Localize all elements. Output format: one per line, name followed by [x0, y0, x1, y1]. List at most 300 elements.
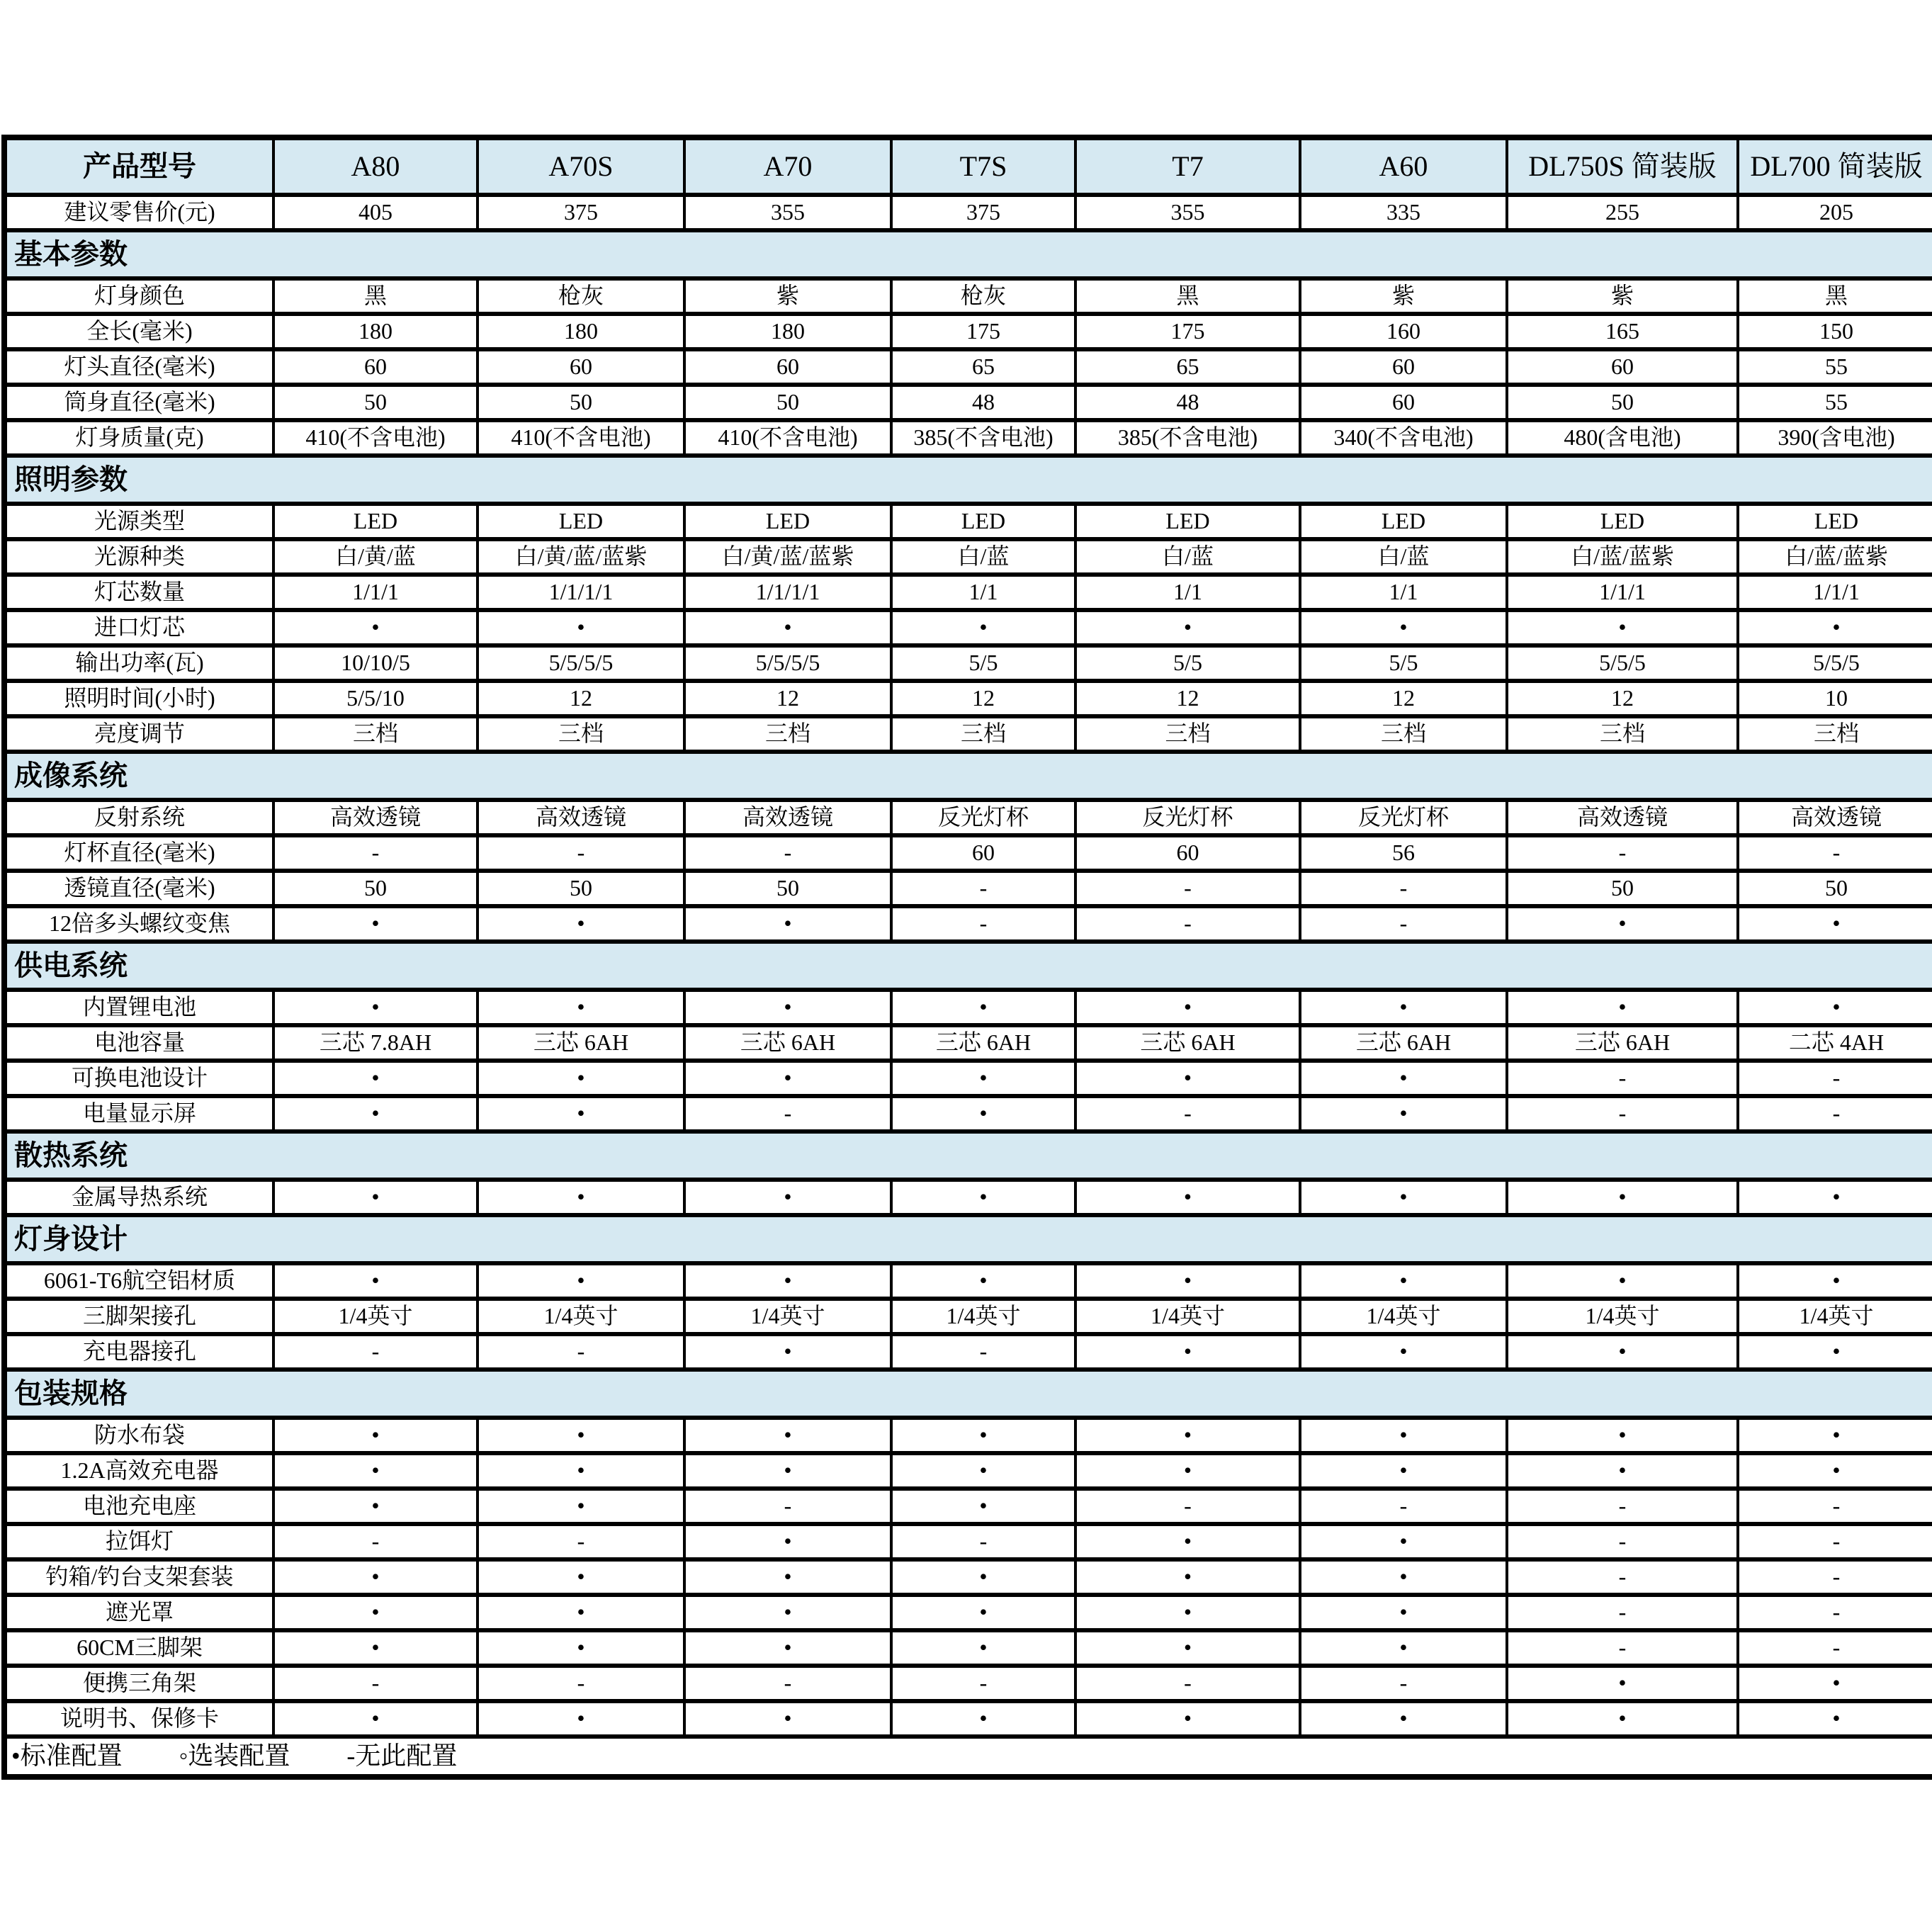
spec-cell: 1/4英寸 — [891, 1299, 1075, 1334]
price-cell: 375 — [478, 195, 684, 230]
row-label: 可换电池设计 — [4, 1061, 273, 1096]
spec-cell: - — [891, 871, 1075, 906]
spec-table-body — [4, 137, 1932, 1777]
spec-cell: 三芯 6AH — [1075, 1025, 1300, 1061]
spec-cell: 紫 — [1507, 278, 1738, 314]
spec-cell: • — [891, 610, 1075, 645]
spec-cell: - — [1300, 1489, 1507, 1524]
column-header-model-1: A70S — [478, 137, 684, 195]
spec-cell: - — [1075, 1096, 1300, 1131]
spec-cell: • — [1507, 990, 1738, 1025]
row-label: 内置锂电池 — [4, 990, 273, 1025]
spec-cell: • — [273, 906, 478, 942]
row-label: 照明时间(小时) — [4, 681, 273, 716]
spec-cell: 55 — [1738, 385, 1932, 420]
spec-cell: • — [273, 990, 478, 1025]
spec-cell: • — [273, 1418, 478, 1453]
spec-cell: • — [684, 1453, 891, 1489]
spec-cell: - — [478, 1666, 684, 1701]
row-label: 1.2A高效充电器 — [4, 1453, 273, 1489]
spec-cell: • — [1075, 1418, 1300, 1453]
spec-cell: - — [1507, 1096, 1738, 1131]
row-label: 灯芯数量 — [4, 575, 273, 610]
spec-cell: - — [1507, 835, 1738, 871]
row-label: 电量显示屏 — [4, 1096, 273, 1131]
spec-cell: 10 — [1738, 681, 1932, 716]
spec-cell: • — [478, 1489, 684, 1524]
spec-cell: • — [478, 1701, 684, 1737]
spec-cell: - — [1075, 1489, 1300, 1524]
spec-cell: 三芯 6AH — [684, 1025, 891, 1061]
legend-item-0: •标准配置 — [11, 1741, 123, 1771]
spec-cell: 1/4英寸 — [478, 1299, 684, 1334]
spec-cell: • — [478, 1559, 684, 1595]
spec-cell: • — [273, 1453, 478, 1489]
spec-cell: 160 — [1300, 314, 1507, 349]
spec-cell: 180 — [478, 314, 684, 349]
spec-cell: 56 — [1300, 835, 1507, 871]
spec-cell: • — [1738, 1334, 1932, 1370]
spec-cell: - — [684, 835, 891, 871]
column-header-model-6: DL750S 简装版 — [1507, 137, 1738, 195]
spec-cell: LED — [1300, 504, 1507, 539]
spec-cell: 1/4英寸 — [1075, 1299, 1300, 1334]
spec-cell: 三芯 6AH — [478, 1025, 684, 1061]
row-label: 亮度调节 — [4, 716, 273, 752]
spec-cell: 385(不含电池) — [1075, 420, 1300, 456]
spec-cell: • — [1075, 1559, 1300, 1595]
spec-cell: 1/1 — [891, 575, 1075, 610]
spec-cell: • — [891, 1180, 1075, 1215]
spec-cell: • — [891, 1630, 1075, 1666]
spec-cell: • — [684, 1595, 891, 1630]
row-label: 电池容量 — [4, 1025, 273, 1061]
spec-cell: 三档 — [1507, 716, 1738, 752]
spec-cell: • — [684, 1524, 891, 1559]
spec-cell: • — [684, 1263, 891, 1299]
spec-cell: • — [1075, 1180, 1300, 1215]
spec-cell: • — [1507, 1263, 1738, 1299]
spec-cell: 1/4英寸 — [684, 1299, 891, 1334]
spec-cell: - — [684, 1096, 891, 1131]
spec-cell: • — [478, 1263, 684, 1299]
column-header-model-3: T7S — [891, 137, 1075, 195]
spec-cell: 白/蓝 — [1075, 539, 1300, 575]
row-label: 拉饵灯 — [4, 1524, 273, 1559]
spec-cell: 65 — [1075, 349, 1300, 385]
spec-cell: • — [478, 906, 684, 942]
spec-cell: • — [684, 1180, 891, 1215]
spec-cell: • — [1507, 1418, 1738, 1453]
spec-cell: - — [1300, 1666, 1507, 1701]
row-label: 便携三角架 — [4, 1666, 273, 1701]
spec-cell: 48 — [1075, 385, 1300, 420]
spec-cell: • — [891, 1096, 1075, 1131]
spec-cell: - — [478, 1524, 684, 1559]
spec-cell: 48 — [891, 385, 1075, 420]
row-label: 6061-T6航空铝材质 — [4, 1263, 273, 1299]
spec-cell: - — [1507, 1559, 1738, 1595]
spec-cell: • — [273, 1061, 478, 1096]
spec-cell: • — [273, 1489, 478, 1524]
row-label: 三脚架接孔 — [4, 1299, 273, 1334]
row-label: 金属导热系统 — [4, 1180, 273, 1215]
spec-cell: 50 — [684, 871, 891, 906]
spec-cell: 枪灰 — [478, 278, 684, 314]
price-cell: 335 — [1300, 195, 1507, 230]
row-label: 输出功率(瓦) — [4, 645, 273, 681]
spec-cell: • — [1300, 1334, 1507, 1370]
spec-cell: - — [1507, 1061, 1738, 1096]
spec-cell: • — [684, 1559, 891, 1595]
spec-cell: • — [1300, 1418, 1507, 1453]
spec-cell: - — [478, 1334, 684, 1370]
spec-cell: • — [478, 1096, 684, 1131]
spec-cell: 12 — [684, 681, 891, 716]
section-header: 成像系统 — [4, 752, 1932, 800]
spec-cell: • — [1075, 1595, 1300, 1630]
spec-cell: • — [1738, 990, 1932, 1025]
spec-cell: - — [684, 1666, 891, 1701]
spec-cell: • — [684, 906, 891, 942]
spec-cell: 480(含电池) — [1507, 420, 1738, 456]
section-header: 供电系统 — [4, 942, 1932, 990]
spec-cell: 黑 — [1075, 278, 1300, 314]
row-label: 防水布袋 — [4, 1418, 273, 1453]
row-label: 遮光罩 — [4, 1595, 273, 1630]
spec-cell: 白/蓝 — [891, 539, 1075, 575]
spec-cell: 5/5/5 — [1507, 645, 1738, 681]
spec-cell: • — [1075, 610, 1300, 645]
spec-cell: • — [273, 1263, 478, 1299]
spec-cell: 410(不含电池) — [273, 420, 478, 456]
spec-cell: 1/1/1 — [1507, 575, 1738, 610]
spec-cell: 白/黄/蓝 — [273, 539, 478, 575]
spec-cell: • — [1075, 1453, 1300, 1489]
spec-cell: • — [1507, 1666, 1738, 1701]
spec-cell: 50 — [1507, 871, 1738, 906]
spec-cell: • — [273, 1630, 478, 1666]
spec-cell: • — [1300, 1061, 1507, 1096]
row-label: 光源种类 — [4, 539, 273, 575]
spec-cell: 三档 — [1075, 716, 1300, 752]
spec-cell: • — [478, 1061, 684, 1096]
spec-cell: 180 — [684, 314, 891, 349]
row-label-price: 建议零售价(元) — [4, 195, 273, 230]
spec-cell: • — [1738, 906, 1932, 942]
spec-cell: 5/5/5 — [1738, 645, 1932, 681]
spec-cell: 410(不含电池) — [478, 420, 684, 456]
spec-cell: • — [1075, 1701, 1300, 1737]
spec-cell: 1/4英寸 — [273, 1299, 478, 1334]
row-label: 60CM三脚架 — [4, 1630, 273, 1666]
section-header: 基本参数 — [4, 230, 1932, 278]
spec-cell: • — [1300, 1096, 1507, 1131]
spec-cell: 50 — [273, 871, 478, 906]
spec-cell: - — [1507, 1595, 1738, 1630]
spec-cell: - — [478, 835, 684, 871]
spec-cell: 高效透镜 — [478, 800, 684, 835]
spec-cell: • — [1300, 1630, 1507, 1666]
spec-cell: 50 — [478, 871, 684, 906]
spec-cell: 1/4英寸 — [1300, 1299, 1507, 1334]
spec-cell: 三档 — [478, 716, 684, 752]
spec-cell: 390(含电池) — [1738, 420, 1932, 456]
section-header: 灯身设计 — [4, 1215, 1932, 1263]
spec-cell: 1/1/1/1 — [478, 575, 684, 610]
spec-cell: 175 — [1075, 314, 1300, 349]
price-cell: 355 — [1075, 195, 1300, 230]
spec-cell: 三芯 6AH — [891, 1025, 1075, 1061]
spec-cell: - — [1738, 1524, 1932, 1559]
spec-cell: • — [1300, 1559, 1507, 1595]
column-header-model-5: A60 — [1300, 137, 1507, 195]
row-label: 筒身直径(毫米) — [4, 385, 273, 420]
spec-cell: 12 — [1507, 681, 1738, 716]
spec-cell: - — [1738, 1061, 1932, 1096]
row-label: 全长(毫米) — [4, 314, 273, 349]
row-label: 钓箱/钓台支架套装 — [4, 1559, 273, 1595]
spec-cell: 黑 — [1738, 278, 1932, 314]
spec-cell: - — [1738, 1559, 1932, 1595]
spec-cell: • — [1507, 1701, 1738, 1737]
spec-cell: • — [1300, 610, 1507, 645]
spec-cell: 三芯 6AH — [1300, 1025, 1507, 1061]
spec-cell: • — [1507, 1453, 1738, 1489]
spec-cell: 三档 — [891, 716, 1075, 752]
spec-cell: • — [891, 1453, 1075, 1489]
spec-cell: • — [891, 1263, 1075, 1299]
spec-cell: • — [891, 1595, 1075, 1630]
row-label: 灯头直径(毫米) — [4, 349, 273, 385]
spec-cell: - — [1738, 1595, 1932, 1630]
row-label: 说明书、保修卡 — [4, 1701, 273, 1737]
spec-cell: 60 — [684, 349, 891, 385]
spec-cell: - — [1738, 1489, 1932, 1524]
spec-cell: • — [1075, 990, 1300, 1025]
row-label: 进口灯芯 — [4, 610, 273, 645]
spec-cell: 黑 — [273, 278, 478, 314]
spec-cell: - — [1738, 835, 1932, 871]
spec-cell: • — [1300, 990, 1507, 1025]
product-spec-table — [1, 135, 1932, 1780]
legend-item-2: -无此配置 — [346, 1741, 458, 1771]
spec-cell: • — [1738, 1453, 1932, 1489]
spec-cell: 白/蓝 — [1300, 539, 1507, 575]
spec-cell: • — [1300, 1180, 1507, 1215]
spec-cell: • — [1075, 1524, 1300, 1559]
spec-cell: 三档 — [684, 716, 891, 752]
spec-cell: • — [273, 610, 478, 645]
spec-cell: - — [1738, 1630, 1932, 1666]
spec-cell: LED — [1738, 504, 1932, 539]
spec-cell: • — [1300, 1701, 1507, 1737]
spec-cell: - — [1507, 1630, 1738, 1666]
spec-cell: 三芯 6AH — [1507, 1025, 1738, 1061]
spec-cell: 二芯 4AH — [1738, 1025, 1932, 1061]
spec-cell: • — [1507, 1334, 1738, 1370]
spec-cell: 高效透镜 — [273, 800, 478, 835]
row-label: 光源类型 — [4, 504, 273, 539]
spec-cell: LED — [1507, 504, 1738, 539]
spec-cell: • — [273, 1180, 478, 1215]
row-label: 灯身颜色 — [4, 278, 273, 314]
spec-cell: • — [684, 1630, 891, 1666]
spec-cell: - — [1300, 906, 1507, 942]
spec-cell: 12 — [1075, 681, 1300, 716]
section-header: 照明参数 — [4, 456, 1932, 504]
spec-cell: • — [273, 1701, 478, 1737]
spec-cell: • — [1075, 1263, 1300, 1299]
spec-cell: 60 — [1300, 385, 1507, 420]
spec-cell: - — [1075, 1666, 1300, 1701]
price-cell: 405 — [273, 195, 478, 230]
spec-cell: 三芯 7.8AH — [273, 1025, 478, 1061]
spec-cell: 高效透镜 — [1738, 800, 1932, 835]
spec-cell: • — [891, 1418, 1075, 1453]
spec-cell: • — [1738, 1180, 1932, 1215]
spec-cell: 50 — [684, 385, 891, 420]
spec-cell: 60 — [1300, 349, 1507, 385]
spec-cell: 340(不含电池) — [1300, 420, 1507, 456]
spec-cell: 反光灯杯 — [1075, 800, 1300, 835]
spec-cell: 65 — [891, 349, 1075, 385]
spec-cell: 180 — [273, 314, 478, 349]
spec-cell: • — [684, 1418, 891, 1453]
section-header: 包装规格 — [4, 1370, 1932, 1418]
spec-cell: 5/5 — [891, 645, 1075, 681]
spec-cell: 三档 — [1300, 716, 1507, 752]
spec-cell: 5/5/5/5 — [684, 645, 891, 681]
spec-cell: • — [1300, 1453, 1507, 1489]
spec-cell: • — [891, 1701, 1075, 1737]
spec-cell: 55 — [1738, 349, 1932, 385]
spec-cell: • — [684, 1334, 891, 1370]
spec-cell: • — [478, 610, 684, 645]
spec-cell: • — [891, 990, 1075, 1025]
spec-cell: - — [1738, 1096, 1932, 1131]
column-header-model-2: A70 — [684, 137, 891, 195]
spec-cell: - — [1507, 1489, 1738, 1524]
legend-row — [4, 1737, 1932, 1777]
spec-cell: - — [891, 1334, 1075, 1370]
spec-cell: 紫 — [684, 278, 891, 314]
spec-cell: 385(不含电池) — [891, 420, 1075, 456]
spec-cell: • — [478, 990, 684, 1025]
column-header-model-4: T7 — [1075, 137, 1300, 195]
spec-cell: 1/1/1 — [1738, 575, 1932, 610]
row-label: 电池充电座 — [4, 1489, 273, 1524]
spec-cell: • — [478, 1453, 684, 1489]
spec-cell: 5/5/5/5 — [478, 645, 684, 681]
spec-cell: LED — [891, 504, 1075, 539]
spec-cell: 50 — [1507, 385, 1738, 420]
spec-cell: 高效透镜 — [1507, 800, 1738, 835]
spec-cell: 白/黄/蓝/蓝紫 — [478, 539, 684, 575]
price-cell: 255 — [1507, 195, 1738, 230]
spec-cell: 5/5/10 — [273, 681, 478, 716]
spec-cell: 10/10/5 — [273, 645, 478, 681]
spec-cell: - — [1300, 871, 1507, 906]
spec-cell: 1/4英寸 — [1507, 1299, 1738, 1334]
spec-cell: • — [1738, 610, 1932, 645]
spec-cell: 白/蓝/蓝紫 — [1738, 539, 1932, 575]
spec-cell: 60 — [891, 835, 1075, 871]
spec-cell: - — [273, 1666, 478, 1701]
spec-cell: - — [273, 835, 478, 871]
row-label: 透镜直径(毫米) — [4, 871, 273, 906]
spec-cell: 反光灯杯 — [891, 800, 1075, 835]
spec-cell: 60 — [273, 349, 478, 385]
spec-cell: • — [1507, 906, 1738, 942]
spec-cell: • — [684, 610, 891, 645]
spec-cell: • — [1738, 1263, 1932, 1299]
spec-cell: - — [273, 1334, 478, 1370]
spec-cell: 高效透镜 — [684, 800, 891, 835]
spec-cell: 60 — [1075, 835, 1300, 871]
spec-cell: 60 — [478, 349, 684, 385]
spec-cell: - — [891, 1524, 1075, 1559]
spec-cell: LED — [273, 504, 478, 539]
spec-cell: • — [1300, 1524, 1507, 1559]
spec-cell: • — [1075, 1334, 1300, 1370]
spec-cell: 1/4英寸 — [1738, 1299, 1932, 1334]
spec-cell: • — [273, 1595, 478, 1630]
spec-cell: 紫 — [1300, 278, 1507, 314]
spec-cell: • — [1738, 1418, 1932, 1453]
spec-cell: 枪灰 — [891, 278, 1075, 314]
row-label: 灯身质量(克) — [4, 420, 273, 456]
spec-cell: 5/5 — [1300, 645, 1507, 681]
spec-cell: • — [273, 1559, 478, 1595]
column-header-model-0: A80 — [273, 137, 478, 195]
spec-cell: 165 — [1507, 314, 1738, 349]
spec-cell: 50 — [1738, 871, 1932, 906]
spec-cell: LED — [684, 504, 891, 539]
spec-cell: 175 — [891, 314, 1075, 349]
spec-cell: • — [1738, 1701, 1932, 1737]
spec-cell: 白/蓝/蓝紫 — [1507, 539, 1738, 575]
spec-cell: 12 — [891, 681, 1075, 716]
row-label: 充电器接孔 — [4, 1334, 273, 1370]
spec-cell: 50 — [478, 385, 684, 420]
spec-cell: 12 — [478, 681, 684, 716]
spec-cell: • — [1507, 610, 1738, 645]
spec-cell: 反光灯杯 — [1300, 800, 1507, 835]
spec-cell: • — [1300, 1263, 1507, 1299]
spec-cell: • — [1738, 1666, 1932, 1701]
price-cell: 355 — [684, 195, 891, 230]
legend-item-1: ◦选装配置 — [179, 1741, 290, 1771]
spec-cell: 1/1/1/1 — [684, 575, 891, 610]
row-label: 反射系统 — [4, 800, 273, 835]
spec-cell: • — [273, 1096, 478, 1131]
spec-cell: • — [1075, 1630, 1300, 1666]
spec-cell: - — [1507, 1524, 1738, 1559]
spec-cell: 410(不含电池) — [684, 420, 891, 456]
spec-cell: • — [684, 1061, 891, 1096]
spec-cell: 50 — [273, 385, 478, 420]
spec-cell: 1/1 — [1075, 575, 1300, 610]
column-header-product-model: 产品型号 — [4, 137, 273, 195]
spec-cell: • — [891, 1061, 1075, 1096]
spec-cell: - — [684, 1489, 891, 1524]
spec-cell: - — [1075, 906, 1300, 942]
spec-cell: • — [684, 1701, 891, 1737]
spec-cell: • — [1075, 1061, 1300, 1096]
spec-cell: LED — [478, 504, 684, 539]
spec-cell: • — [684, 990, 891, 1025]
